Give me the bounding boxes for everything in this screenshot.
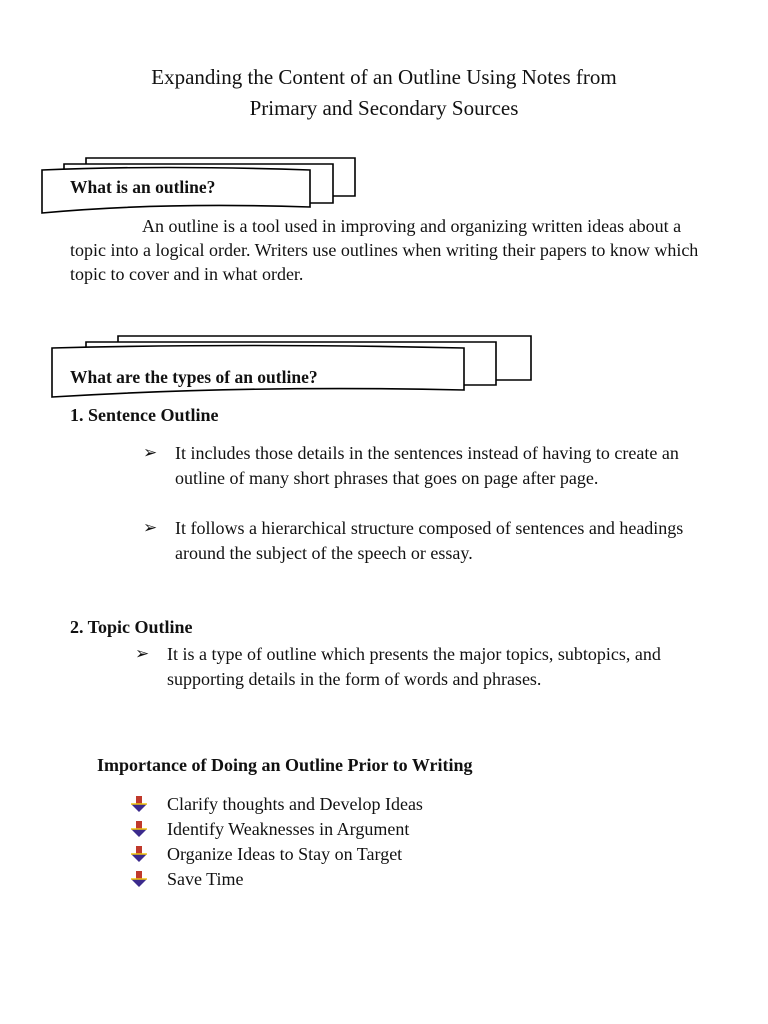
list-item-text: Clarify thoughts and Develop Ideas (167, 794, 423, 814)
arrow-bullet-icon: ➢ (143, 443, 158, 463)
arrow-down-bullet-icon (130, 795, 148, 813)
title-line-1: Expanding the Content of an Outline Using Notes from (151, 65, 617, 89)
intro-paragraph-text: An outline is a tool used in improving and organizing written ideas about a topic into a logical order. Writers use outlines when writing their papers to know which topic to cover and in what order. (70, 216, 699, 284)
banner-label-2: What are the types of an outline? (70, 367, 318, 387)
arrow-bullet-icon: ➢ (143, 518, 158, 538)
topic-outline-heading: 2. Topic Outline (70, 617, 193, 637)
list-item (135, 642, 705, 717)
list-item-text: Save Time (167, 869, 244, 889)
arrow-down-bullet-icon (130, 845, 148, 863)
arrow-down-bullet-icon (130, 820, 148, 838)
list-item-text: Identify Weaknesses in Argument (167, 819, 410, 839)
bullet-text: It includes those details in the sentences instead of having to create an outline of many short phrases that goes on page after page. (175, 443, 679, 488)
importance-heading: Importance of Doing an Outline Prior to Writing (97, 755, 473, 775)
list-item (143, 441, 713, 516)
title-line-2: Primary and Secondary Sources (249, 96, 519, 120)
banner-frames-2 (0, 0, 768, 420)
bullet-text: It follows a hierarchical structure composed of sentences and headings around the subject of the speech or essay. (175, 518, 684, 563)
arrow-down-bullet-icon (130, 870, 148, 888)
bullet-text: It is a type of outline which presents the major topics, subtopics, and supporting details in the form of words and phrases. (167, 644, 661, 689)
banner-label-1: What is an outline? (70, 177, 216, 197)
list-item (143, 516, 713, 591)
arrow-bullet-icon: ➢ (135, 644, 150, 664)
list-item-text: Organize Ideas to Stay on Target (167, 844, 403, 864)
sentence-outline-heading: 1. Sentence Outline (70, 405, 219, 425)
